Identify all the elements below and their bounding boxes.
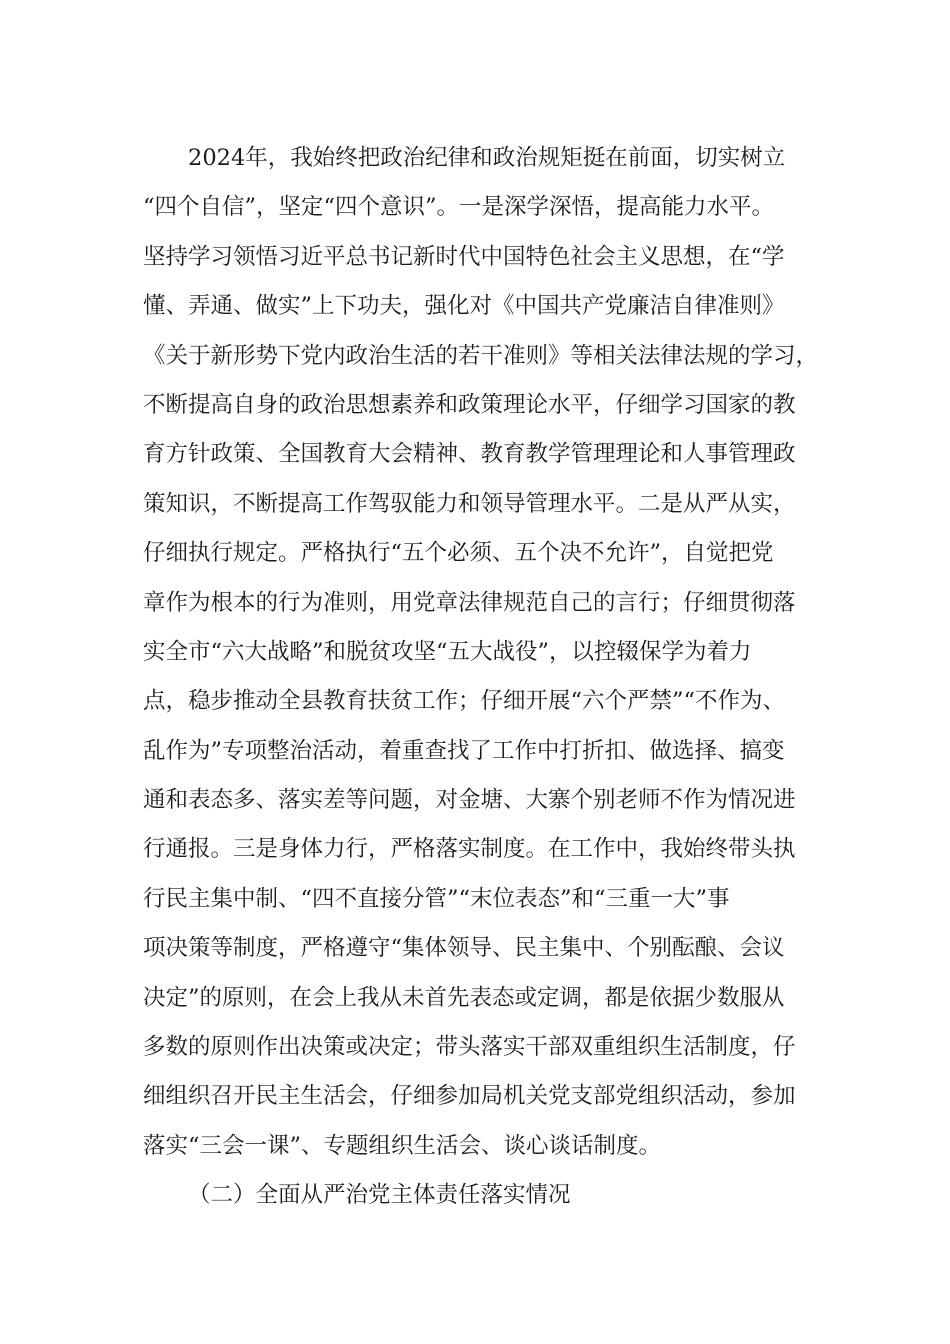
paragraph-line: 坚持学习领悟习近平总书记新时代中国特色社会主义思想，在“学 <box>143 243 785 270</box>
section-heading: （二）全面从严治党主体责任落实情况 <box>188 1182 571 1208</box>
paragraph-line: 乱作为”专项整治活动，着重查找了工作中打折扣、做选择、搞变 <box>143 737 785 764</box>
paragraph-line: 仔细执行规定。严格执行“五个必须、五个决不允许”，自觉把党 <box>143 540 774 567</box>
paragraph-line: 点，稳步推动全县教育扶贫工作；仔细开展“六个严禁”“不作为、 <box>143 688 786 715</box>
paragraph-line: 章作为根本的行为准则，用党章法律规范自己的言行；仔细贯彻落 <box>143 589 796 616</box>
body-paragraph <box>143 134 833 1171</box>
paragraph-line: 细组织召开民主生活会，仔细参加局机关党支部党组织活动，参加 <box>143 1083 796 1110</box>
paragraph-line: 不断提高自身的政治思想素养和政策理论水平，仔细学习国家的教 <box>143 391 796 418</box>
paragraph-line: “四个自信”，坚定“四个意识”。一是深学深悟，提高能力水平。 <box>143 194 775 221</box>
paragraph-line: 多数的原则作出决策或决定；带头落实干部双重组织生活制度，仔 <box>143 1034 796 1061</box>
paragraph-line: 实全市“六大战略”和脱贫攻坚“五大战役”，以控辍保学为着力 <box>143 638 752 665</box>
paragraph-line: 项决策等制度，严格遵守“集体领导、民主集中、个别酝酿、会议 <box>143 935 785 962</box>
paragraph-line: 2024年，我始终把政治纪律和政治规矩挺在前面，切实树立 <box>188 145 786 171</box>
paragraph-line: 决定”的原则，在会上我从未首先表态或定调，都是依据少数服从 <box>143 984 785 1011</box>
paragraph-line: 行通报。三是身体力行，严格落实制度。在工作中，我始终带头执 <box>143 836 796 863</box>
paragraph-line: 育方针政策、全国教育大会精神、教育教学管理理论和人事管理政 <box>143 441 796 468</box>
paragraph-line: 通和表态多、落实差等问题，对金塘、大寨个别老师不作为情况进 <box>143 787 796 814</box>
paragraph-line: 《关于新形势下党内政治生活的若干准则》等相关法律法规的学习， <box>143 342 819 369</box>
paragraph-line: 懂、弄通、做实”上下功夫，强化对《中国共产党廉洁自律准则》 <box>143 293 785 320</box>
paragraph-line: 策知识，不断提高工作驾驭能力和领导管理水平。二是从严从实， <box>143 490 796 517</box>
paragraph-line: 行民主集中制、“四不直接分管”“末位表态”和“三重一大”事 <box>143 885 730 912</box>
paragraph-line: 落实“三会一课”、专题组织生活会、谈心谈话制度。 <box>143 1132 662 1159</box>
